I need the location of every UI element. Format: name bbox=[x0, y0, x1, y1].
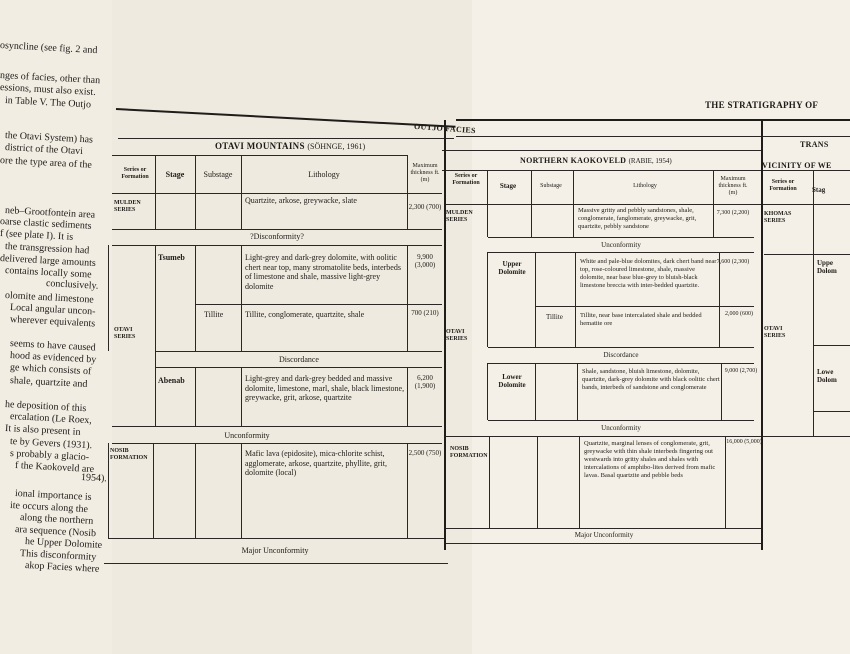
kaoko-unconformity-2: Unconformity bbox=[601, 424, 641, 432]
rule bbox=[241, 367, 242, 426]
otavi-mulden-thick: 2,300 (700) bbox=[408, 203, 442, 211]
left-page-line: essions, must also exist. bbox=[0, 82, 97, 99]
rule bbox=[446, 204, 850, 205]
kaoko-hdr-thickness: Maximum thickness ft. (m) bbox=[718, 176, 748, 196]
kaoko-unconformity-1: Unconformity bbox=[601, 241, 641, 249]
rule bbox=[577, 363, 578, 420]
rule bbox=[761, 120, 763, 550]
vicinity-otavi: OTAVI SERIES bbox=[764, 326, 786, 339]
rule bbox=[195, 367, 196, 426]
otavi-nosib: NOSIB FORMATION bbox=[110, 448, 148, 461]
otavi-tillite-lith: Tillite, conglomerate, quartzite, shale bbox=[245, 310, 365, 319]
kaoko-mulden-lith: Massive gritty and pebbly sandstones, shale, conglomerate, fanglomerate, greywacke, grit, quartzite, pebbly sandstone bbox=[578, 207, 697, 230]
vicinity-lower: Lowe Dolom bbox=[817, 368, 837, 385]
left-page bbox=[0, 0, 118, 654]
otavi-series: OTAVI SERIES bbox=[114, 327, 136, 340]
left-page-line: f (see plate I). It is bbox=[0, 228, 74, 243]
otavi-tsumeb-thick: 9,900 (3,000) bbox=[414, 253, 436, 270]
rule bbox=[241, 443, 242, 538]
rule bbox=[488, 420, 754, 421]
kaoko-nosib-lith: Quartzite, marginal lenses of conglomerate, grit, greywacke with thin shale interbeds fingering out westwards into gritty shales and shales with intercalations of amphibo-lites derived from mafic lavas. Basal quartzite and pebble beds bbox=[584, 440, 716, 479]
kaoko-hdr-stage: Stage bbox=[499, 182, 517, 190]
left-page-line: ional importance is bbox=[14, 488, 92, 504]
otavi-hdr-substage: Substage bbox=[203, 170, 233, 179]
otavi-hdr-stage: Stage bbox=[165, 170, 185, 179]
vicinity-hdr-series: Series or Formation bbox=[769, 179, 797, 192]
main-page bbox=[112, 0, 472, 654]
left-page-line: ara sequence (Nosib bbox=[14, 524, 97, 540]
otavi-unconformity: Unconformity bbox=[224, 431, 270, 440]
rule bbox=[488, 237, 754, 238]
otavi-nosib-lith: Mafic lava (epidosite), mica-chlorite schist, agglomerate, arkose, quartzite, phyllite, grit, dolomite (local) bbox=[245, 449, 387, 477]
rule bbox=[112, 229, 442, 230]
kaoko-hdr-series: Series or Formation bbox=[452, 173, 480, 186]
kaoko-mulden-thick: 7,300 (2,200) bbox=[716, 210, 750, 216]
left-page-line: Local angular uncon- bbox=[9, 302, 96, 318]
rule bbox=[195, 245, 196, 351]
left-page-line: seems to have caused bbox=[9, 338, 96, 354]
left-page-line: akop Facies where bbox=[25, 560, 100, 575]
rule bbox=[112, 245, 442, 246]
rule bbox=[487, 363, 488, 420]
left-page-line: he Upper Dolomite bbox=[25, 536, 103, 552]
rule bbox=[531, 170, 532, 237]
kaoko-tillite: Tillite bbox=[546, 313, 563, 321]
rule bbox=[104, 563, 448, 564]
rule bbox=[537, 436, 538, 528]
rule bbox=[446, 436, 850, 437]
rule bbox=[536, 306, 754, 307]
left-page-line: f the Kaokoveld are bbox=[14, 460, 95, 476]
otavi-nosib-thick: 2,500 (750) bbox=[408, 449, 442, 457]
kaoko-nosib-thick: 16,000 (5,000) bbox=[726, 439, 762, 445]
otavi-title: OTAVI MOUNTAINS (SÖHNGE, 1961) bbox=[215, 141, 366, 151]
rule bbox=[725, 436, 726, 528]
rule bbox=[713, 170, 714, 237]
left-page-line: It is also present in bbox=[4, 423, 81, 438]
rule bbox=[118, 138, 454, 139]
rule bbox=[407, 155, 408, 230]
rule bbox=[535, 252, 536, 347]
rule bbox=[153, 443, 154, 538]
rule bbox=[112, 426, 442, 427]
otavi-tsumeb: Tsumeb bbox=[158, 253, 185, 262]
kaoko-upper-thick: 7,600 (2,300) bbox=[716, 259, 750, 265]
left-page-line: neb–Grootfontein area bbox=[4, 205, 96, 221]
rule bbox=[156, 351, 442, 352]
left-page-line: olomite and limestone bbox=[4, 290, 94, 306]
rule bbox=[155, 245, 156, 351]
rule bbox=[112, 193, 442, 194]
left-page-line: the Otavi System) has bbox=[4, 130, 94, 146]
rule bbox=[108, 245, 109, 351]
left-page-line: This disconformity bbox=[19, 548, 97, 563]
kaoko-otavi-series: OTAVI SERIES bbox=[446, 329, 468, 342]
rule bbox=[535, 363, 536, 420]
left-page-line: delivered large amounts bbox=[0, 253, 97, 270]
rule bbox=[488, 363, 754, 364]
left-page-line: he deposition of this bbox=[4, 399, 87, 415]
rule bbox=[814, 345, 850, 346]
kaoko-hdr-substage: Substage bbox=[540, 183, 562, 189]
rule bbox=[488, 252, 754, 253]
kaoko-lower-lith: Shale, sandstone, bluish limestone, dolomite, quartzite, dark-grey dolomite with black oolitic chert bands, interbeds of sandstone and conglomerate bbox=[582, 368, 720, 391]
kaoko-discordance: Discordance bbox=[603, 351, 639, 359]
left-page-line: oarse clastic sediments bbox=[0, 216, 92, 232]
rule bbox=[155, 155, 156, 230]
facies-outjo: OUTJO FACIES bbox=[413, 121, 477, 136]
rule bbox=[489, 436, 490, 528]
rule bbox=[573, 170, 574, 237]
otavi-abenab-lith: Light-grey and dark-grey bedded and massive dolomite, limestone, marl, shale, black limestone, greywacke, grit, arkose, quartzite bbox=[245, 374, 405, 402]
rule bbox=[407, 367, 408, 426]
left-page-line: ercalation (Le Roex, bbox=[9, 411, 93, 427]
rule bbox=[241, 245, 242, 351]
otavi-abenab: Abenab bbox=[158, 376, 185, 385]
left-page-line: conclusively. bbox=[45, 278, 99, 292]
otavi-hdr-lithology: Lithology bbox=[308, 170, 340, 179]
rule bbox=[108, 538, 444, 539]
otavi-hdr-thickness: Maximum thickness ft. (m) bbox=[410, 163, 440, 183]
rule bbox=[487, 170, 488, 237]
vicinity-upper: Uppe Dolom bbox=[817, 259, 837, 276]
left-page-line: district of the Otavi bbox=[4, 142, 84, 158]
rule bbox=[442, 150, 762, 151]
left-page-line: ge which consists of bbox=[9, 362, 92, 378]
rule bbox=[575, 252, 576, 347]
rule bbox=[719, 252, 720, 347]
otavi-tillite: Tillite bbox=[204, 310, 224, 319]
vicinity-title: VICINITY OF WE bbox=[762, 161, 832, 170]
vicinity-khomas: KHOMAS SERIES bbox=[764, 211, 792, 224]
left-page-line: the transgression had bbox=[4, 241, 90, 257]
left-page-line: osyncline (see fig. 2 and bbox=[0, 40, 98, 57]
otavi-mulden-series: MULDEN SERIES bbox=[114, 200, 141, 213]
rule bbox=[488, 347, 754, 348]
left-page-line: along the northern bbox=[19, 512, 94, 527]
rule bbox=[195, 443, 196, 538]
kaoko-upper-lith: White and pale-blue dolomites, dark chert band near top, rose-coloured limestone, shale, massive dolomite, near base blue-grey to bluish-black limestone breccia with inter-bedded quartzite. bbox=[580, 258, 717, 289]
rule bbox=[442, 170, 850, 171]
left-page-line: contains locally some bbox=[4, 265, 92, 281]
vicinity-hdr-stage: Stag bbox=[812, 186, 826, 194]
otavi-tsumeb-lith: Light-grey and dark-grey dolomite, with oolitic chert near top, many stromatolite beds, interbeds of limestone and shale, massive light-grey dolomite bbox=[245, 253, 401, 291]
rule bbox=[195, 155, 196, 230]
rule bbox=[112, 155, 408, 156]
kaoko-lower-thick: 9,000 (2,700) bbox=[724, 368, 758, 374]
otavi-mulden-lith: Quartzite, arkose, greywacke, slate bbox=[245, 196, 357, 205]
kaoko-tillite-thick: 2,000 (600) bbox=[725, 311, 753, 317]
rule bbox=[156, 367, 442, 368]
kaoko-lower-dolomite: Lower Dolomite bbox=[498, 373, 526, 390]
left-page-line: te by Gevers (1931). bbox=[9, 436, 93, 452]
rule bbox=[241, 155, 242, 230]
rule bbox=[721, 363, 722, 420]
left-page-line: in Table V. The Outjo bbox=[4, 95, 92, 111]
rule bbox=[407, 443, 408, 538]
left-page-line: s probably a glacio- bbox=[9, 448, 90, 464]
rule bbox=[155, 351, 156, 426]
rule bbox=[487, 252, 488, 347]
rule bbox=[112, 443, 442, 444]
kaoko-mulden-series: MULDEN SERIES bbox=[446, 210, 473, 223]
rule bbox=[456, 136, 850, 137]
rule bbox=[407, 245, 408, 351]
kaoko-major-unconformity: Major Unconformity bbox=[574, 531, 634, 539]
left-page-line: nges of facies, other than bbox=[0, 70, 101, 87]
left-page-line: ite occurs along the bbox=[9, 500, 89, 516]
otavi-tillite-thick: 700 (210) bbox=[411, 309, 439, 317]
rule bbox=[813, 170, 814, 436]
rule bbox=[196, 304, 442, 305]
facies-trans: TRANS bbox=[800, 140, 829, 149]
page-heading: THE STRATIGRAPHY OF bbox=[705, 100, 819, 110]
rule bbox=[456, 119, 850, 121]
left-page-line: shale, quartzite and bbox=[9, 375, 88, 391]
kaoko-hdr-lithology: Lithology bbox=[633, 183, 657, 189]
rule bbox=[108, 443, 109, 538]
kaoko-nosib: NOSIB FORMATION bbox=[450, 446, 488, 459]
otavi-major-unconformity: Major Unconformity bbox=[241, 546, 309, 555]
kaoko-upper-dolomite: Upper Dolomite bbox=[498, 260, 526, 277]
kaoko-tillite-lith: Tillite, near base intercalated shale and bedded hematite ore bbox=[580, 312, 702, 327]
rule bbox=[764, 254, 850, 255]
left-page-line: wherever equivalents bbox=[9, 314, 96, 330]
rule bbox=[446, 528, 762, 529]
rule bbox=[446, 543, 762, 544]
left-page-line: hood as evidenced by bbox=[9, 350, 97, 366]
left-page-line: ore the type area of the bbox=[0, 155, 93, 171]
left-page-line: 1954). bbox=[81, 472, 108, 485]
otavi-abenab-thick: 6,200 (1,900) bbox=[414, 374, 436, 391]
otavi-disconformity: ?Disconformity? bbox=[250, 232, 304, 241]
rule bbox=[444, 120, 446, 550]
rule bbox=[814, 411, 850, 412]
rule bbox=[579, 436, 580, 528]
otavi-hdr-series: Series or Formation bbox=[121, 167, 149, 180]
otavi-discordance: Discordance bbox=[279, 355, 319, 364]
kaoko-title: NORTHERN KAOKOVELD (RABIE, 1954) bbox=[520, 156, 672, 165]
